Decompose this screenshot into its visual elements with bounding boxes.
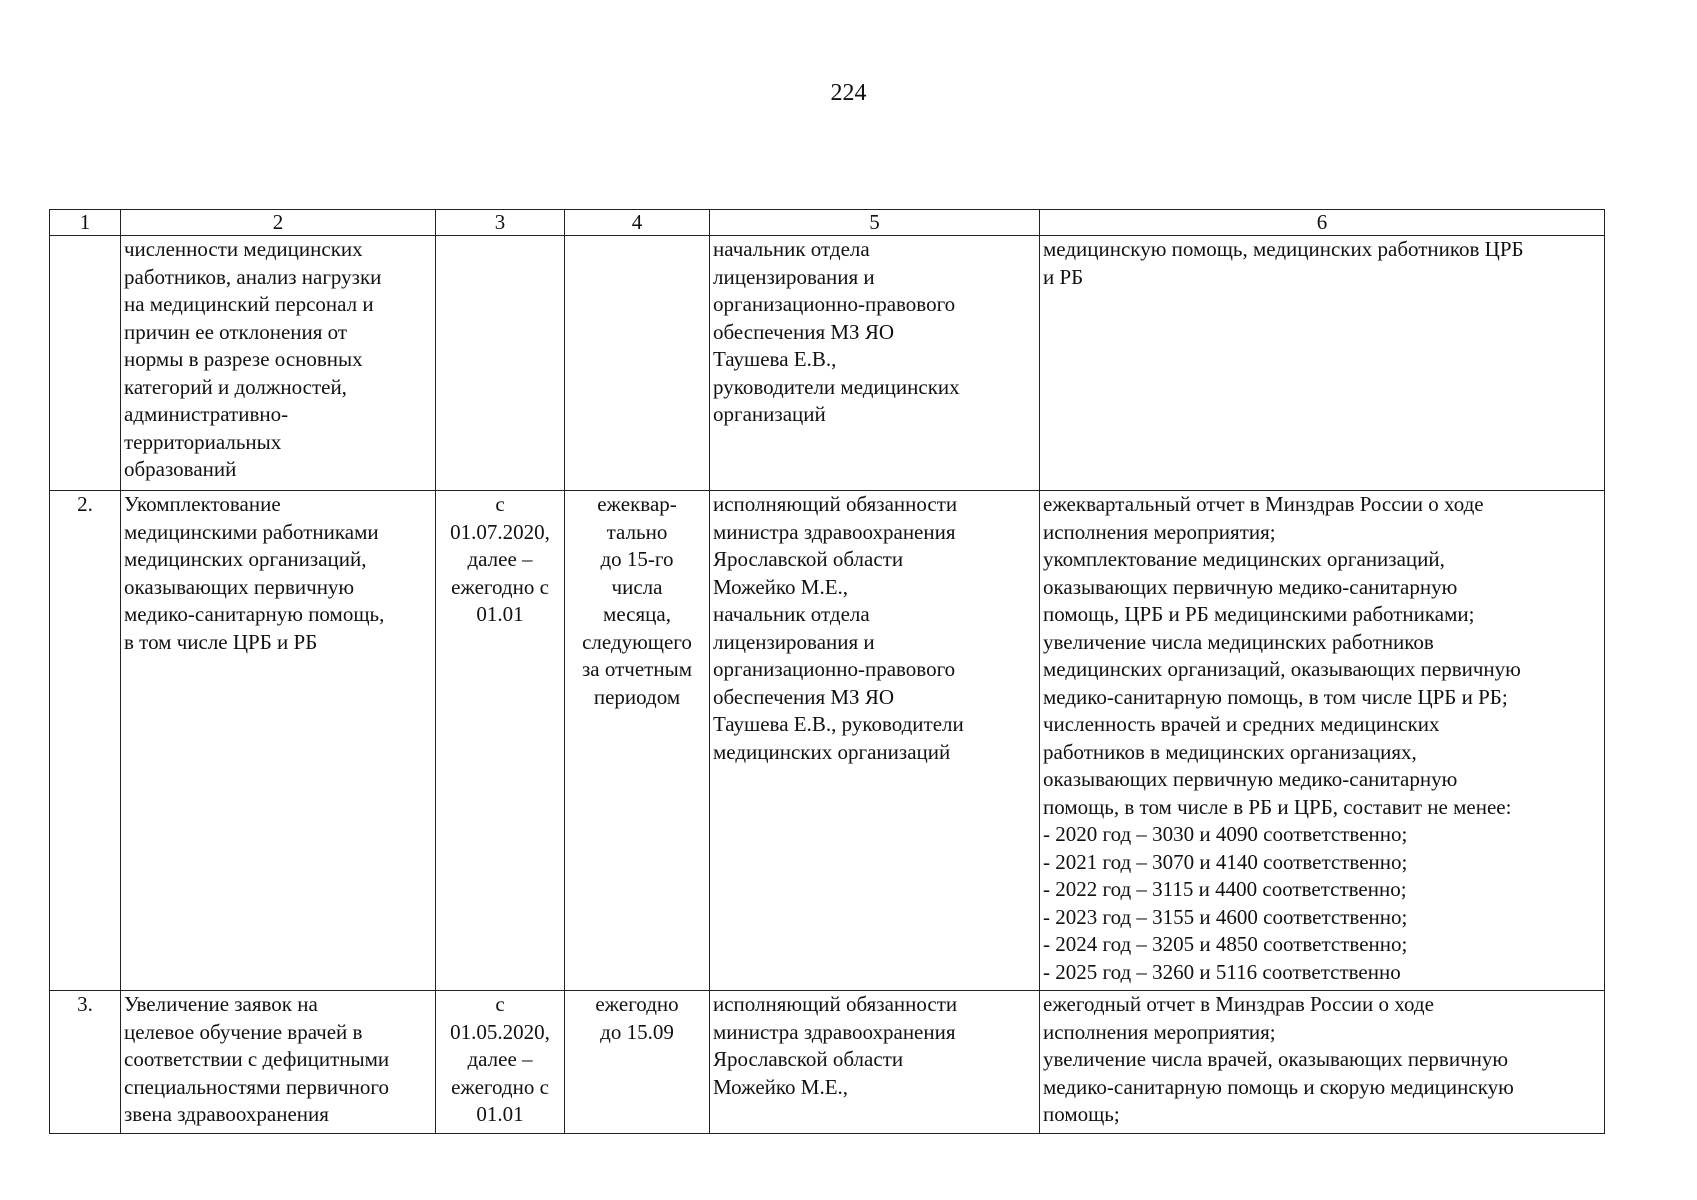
result-cell: ежеквартальный отчет в Минздрав России о ходе исполнения мероприятия; укомплектование медицинских организаций, оказывающих первичную медико-санитарную помощь, ЦРБ и РБ медицинскими работниками; увеличение числа медицинских работников медицинских организаций, оказывающих первичную медико-санитарную помощь, в том числе ЦРБ и РБ; численность врачей и средних медицинских работников в медицинских организациях, оказывающих первичную медико-санитарную помощь, в том числе в РБ и ЦРБ, составит не менее: - 2020 год – 3030 и 4090 соответственно; - 2021 год – 3070 и 4140 соответственно; - 2022 год – 3115 и 4400 соответственно; - 2023 год – 3155 и 4600 соответственно; - 2024 год – 3205 и 4850 соответственно; - 2025 год – 3260 и 5116 соответственно — [1040, 491, 1605, 991]
frequency-cell — [565, 236, 710, 491]
responsible-cell: исполняющий обязанности министра здравоохранения Ярославской области Можейко М.Е., — [710, 991, 1040, 1134]
frequency-cell: ежеквар- тально до 15-го числа месяца, следующего за отчетным периодом — [565, 491, 710, 991]
responsible-cell: начальник отдела лицензирования и организационно-правового обеспечения МЗ ЯО Таушева Е.В., руководители медицинских организаций — [710, 236, 1040, 491]
measures-table — [49, 209, 1605, 1134]
column-header-1: 1 — [50, 210, 121, 236]
column-header-4: 4 — [565, 210, 710, 236]
row-number: 3. — [50, 991, 121, 1134]
column-header-6: 6 — [1040, 210, 1605, 236]
period-cell — [436, 236, 565, 491]
table-row — [50, 991, 1605, 1134]
column-header-2: 2 — [121, 210, 436, 236]
frequency-cell: ежегодно до 15.09 — [565, 991, 710, 1134]
table-row — [50, 491, 1605, 991]
activity-cell: Укомплектование медицинскими работниками медицинских организаций, оказывающих первичную медико-санитарную помощь, в том числе ЦРБ и РБ — [121, 491, 436, 991]
page-number: 224 — [830, 80, 867, 106]
result-cell: медицинскую помощь, медицинских работников ЦРБ и РБ — [1040, 236, 1605, 491]
column-header-5: 5 — [710, 210, 1040, 236]
period-cell: с 01.05.2020, далее – ежегодно с 01.01 — [436, 991, 565, 1134]
table-header-row — [50, 210, 1605, 236]
activity-cell: численности медицинских работников, анализ нагрузки на медицинский персонал и причин ее отклонения от нормы в разрезе основных категорий и должностей, административно- территориальных образований — [121, 236, 436, 491]
row-number — [50, 236, 121, 491]
row-number: 2. — [50, 491, 121, 991]
activity-cell: Увеличение заявок на целевое обучение врачей в соответствии с дефицитными специальностями первичного звена здравоохранения — [121, 991, 436, 1134]
result-cell: ежегодный отчет в Минздрав России о ходе исполнения мероприятия; увеличение числа врачей, оказывающих первичную медико-санитарную помощь и скорую медицинскую помощь; — [1040, 991, 1605, 1134]
period-cell: с 01.07.2020, далее – ежегодно с 01.01 — [436, 491, 565, 991]
responsible-cell: исполняющий обязанности министра здравоохранения Ярославской области Можейко М.Е., начальник отдела лицензирования и организационно-правового обеспечения МЗ ЯО Таушева Е.В., руководители медицинских организаций — [710, 491, 1040, 991]
table-row — [50, 236, 1605, 491]
column-header-3: 3 — [436, 210, 565, 236]
